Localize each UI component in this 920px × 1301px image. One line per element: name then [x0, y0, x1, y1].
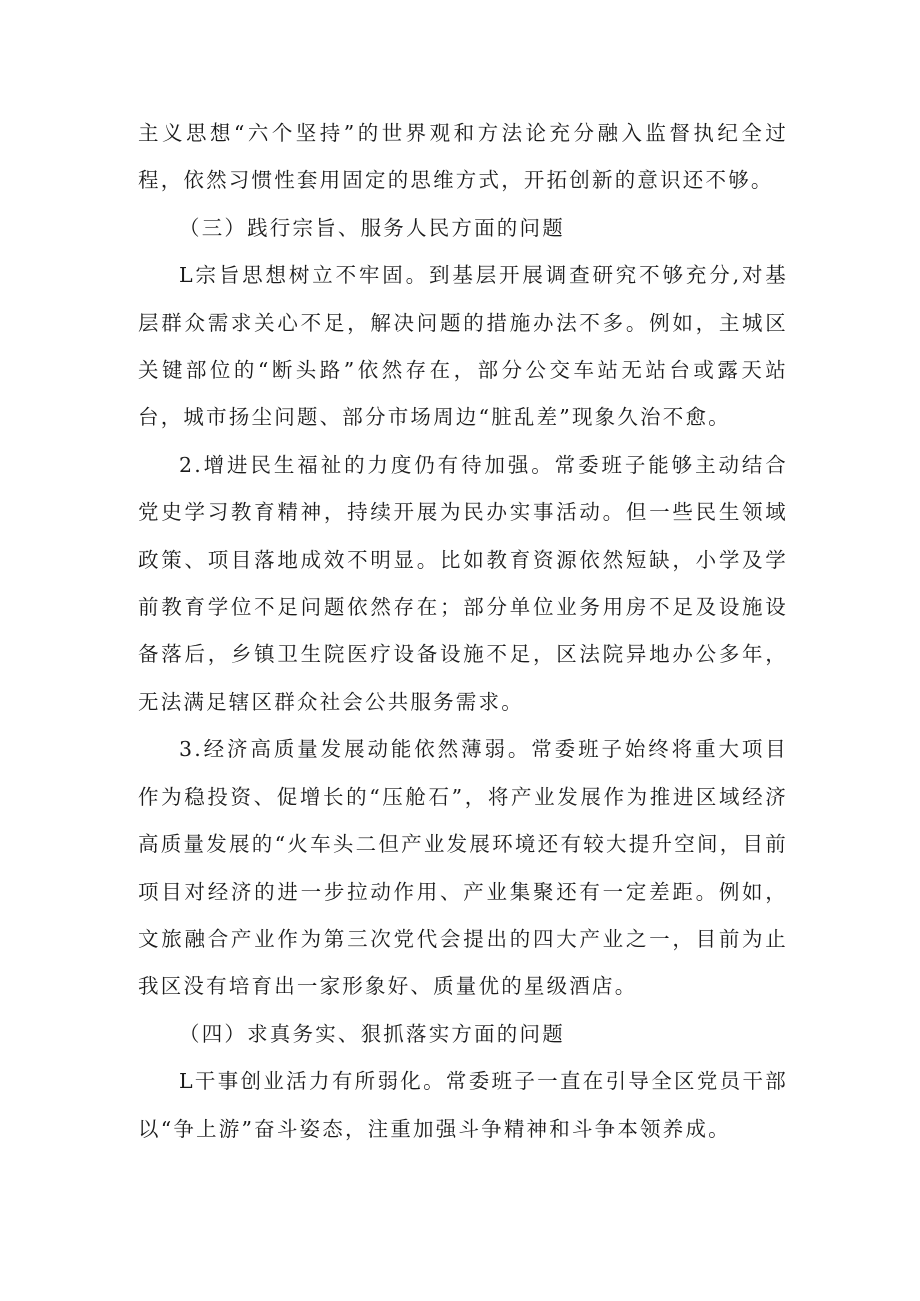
paragraph-purpose-1: L宗旨思想树立不牢固。到基层开展调查研究不够充分,对基层群众需求关心不足，解决问题的措施办法不多。例如，主城区关键部位的“断头路”依然存在，部分公交车站无站台或露天站台，城市扬尘问题、部分市场周边“脏乱差”现象久治不愈。 — [138, 263, 788, 430]
paragraph-purpose-2: 2.增进民生福祉的力度仍有待加强。常委班子能够主动结合党史学习教育精神，持续开展为民办实事活动。但一些民生领域政策、项目落地成效不明显。比如教育资源依然短缺，小学及学前教育学位不足问题依然存在；部分单位业务用房不足及设施设备落后，乡镇卫生院医疗设备设施不足，区法院异地办公多年，无法满足辖区群众社会公共服务需求。 — [138, 452, 788, 714]
document-body — [138, 110, 788, 1153]
section-heading-three: （三）践行宗旨、服务人民方面的问题 — [179, 215, 565, 240]
paragraph-continuation: 主义思想“六个坚持”的世界观和方法论充分融入监督执纪全过程，依然习惯性套用固定的思维方式，开拓创新的意识还不够。 — [138, 121, 788, 193]
section-heading-four: （四）求真务实、狠抓落实方面的问题 — [179, 1021, 565, 1046]
paragraph-purpose-3: 3.经济高质量发展动能依然薄弱。常委班子始终将重大项目作为稳投资、促增长的“压舱石”，将产业发展作为推进区域经济高质量发展的“火车头二但产业发展环境还有较大提升空间，目前项目对经济的进一步拉动作用、产业集聚还有一定差距。例如，文旅融合产业作为第三次党代会提出的四大产业之一，目前为止我区没有培育出一家形象好、质量优的星级酒店。 — [138, 737, 788, 999]
paragraph-pragmatic-1: L干事创业活力有所弱化。常委班子一直在引导全区党员干部以“争上游”奋斗姿态，注重加强斗争精神和斗争本领养成。 — [138, 1069, 788, 1141]
